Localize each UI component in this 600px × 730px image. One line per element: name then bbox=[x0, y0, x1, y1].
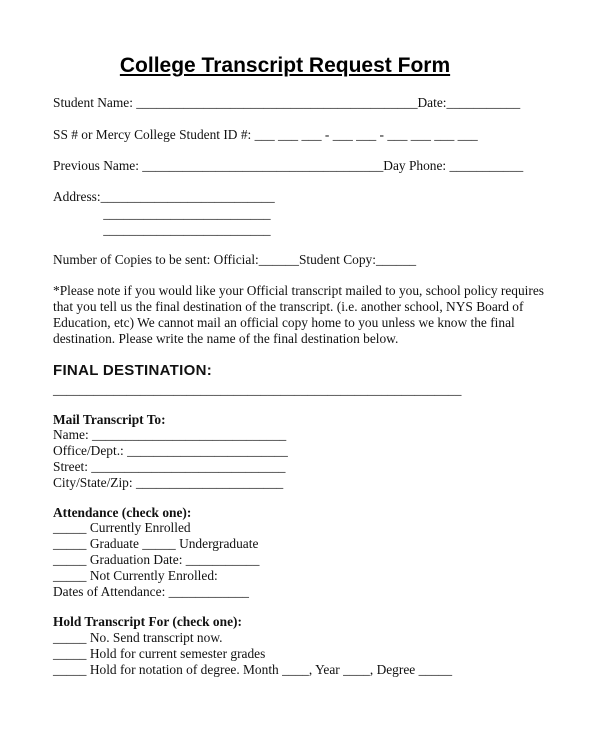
student-name-field[interactable]: Student Name: __________________________________________Date:___________ bbox=[53, 95, 521, 110]
attendance-heading: Attendance (check one): bbox=[53, 505, 192, 520]
hold-degree-option[interactable]: _____ Hold for notation of degree. Month ____, Year ____, Degree _____ bbox=[53, 662, 453, 677]
attendance-graduate-option[interactable]: _____ Graduate _____ Undergraduate bbox=[53, 536, 259, 551]
student-id-field[interactable]: SS # or Mercy College Student ID #: ___ ___ ___ - ___ ___ - ___ ___ ___ ___ bbox=[53, 127, 478, 142]
attendance-not-enrolled-option[interactable]: _____ Not Currently Enrolled: bbox=[53, 568, 218, 583]
previous-name-field[interactable]: Previous Name: ____________________________________Day Phone: ___________ bbox=[53, 158, 524, 173]
mail-name-field[interactable]: Name: _____________________________ bbox=[53, 427, 287, 442]
dates-of-attendance-field[interactable]: Dates of Attendance: ____________ bbox=[53, 584, 249, 599]
mail-to-heading: Mail Transcript To: bbox=[53, 412, 166, 427]
address-field-line-1[interactable]: Address:__________________________ bbox=[53, 189, 275, 204]
form-title: College Transcript Request Form bbox=[119, 54, 451, 77]
hold-no-option[interactable]: _____ No. Send transcript now. bbox=[53, 630, 223, 645]
address-field-line-3[interactable]: _________________________ bbox=[53, 222, 271, 237]
hold-heading: Hold Transcript For (check one): bbox=[53, 614, 242, 629]
final-destination-heading: FINAL DESTINATION: bbox=[53, 362, 213, 379]
mailing-notice: *Please note if you would like your Official transcript mailed to you, school policy requires that you tell us the final destination of the transcript. (i.e. another school, NYS Board of Education, etc) We cannot mail an official copy home to you unless we know the final destination. Please write the name of the final destination below. bbox=[53, 283, 545, 346]
address-field-line-2[interactable]: _________________________ bbox=[53, 206, 271, 221]
graduation-date-field[interactable]: _____ Graduation Date: ___________ bbox=[53, 552, 260, 567]
attendance-enrolled-option[interactable]: _____ Currently Enrolled bbox=[53, 520, 191, 535]
final-destination-field[interactable]: _____________________________________________________________ bbox=[53, 382, 462, 397]
hold-current-semester-option[interactable]: _____ Hold for current semester grades bbox=[53, 646, 266, 661]
copies-field[interactable]: Number of Copies to be sent: Official:______Student Copy:______ bbox=[53, 252, 417, 267]
mail-city-field[interactable]: City/State/Zip: ______________________ bbox=[53, 475, 284, 490]
mail-street-field[interactable]: Street: _____________________________ bbox=[53, 459, 286, 474]
mail-office-field[interactable]: Office/Dept.: ________________________ bbox=[53, 443, 288, 458]
